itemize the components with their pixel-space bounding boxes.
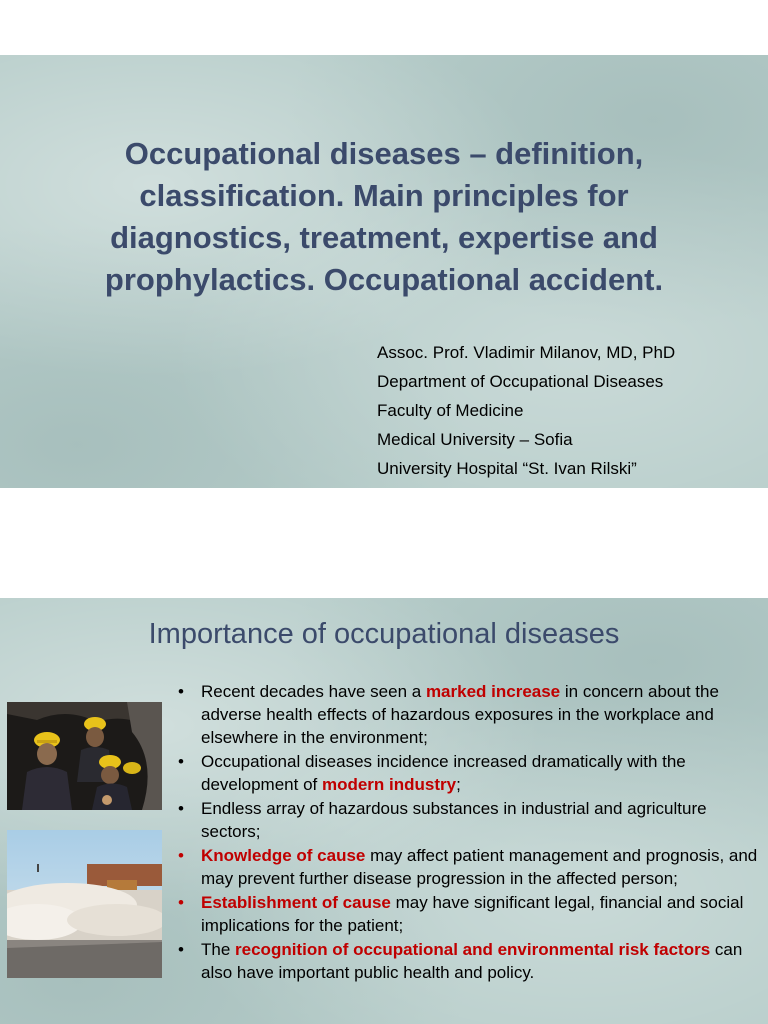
title-line: prophylactics. Occupational accident. — [104, 262, 664, 297]
bullet-dot: • — [178, 893, 184, 912]
hospital: University Hospital “St. Ivan Rilski” — [377, 459, 637, 478]
bullet-dot: • — [178, 682, 184, 701]
title-line: diagnostics, treatment, expertise and — [110, 220, 658, 255]
bullet-list — [178, 680, 758, 985]
bullet-highlight: Establishment of cause — [201, 893, 391, 912]
bullet-text: Endless array of hazardous substances in industrial and agriculture sectors; — [201, 799, 707, 841]
bullet-dot: • — [178, 752, 184, 771]
industrial-dust-photo — [7, 830, 162, 978]
list-item — [178, 680, 758, 749]
list-item — [178, 750, 758, 796]
author-info — [377, 338, 757, 483]
department: Department of Occupational Diseases — [377, 372, 664, 391]
bullet-text: may affect patient management and prognosis, and may prevent further disease progression in the affected person; — [201, 846, 758, 888]
bullet-text: may have significant legal, financial and social implications for the patient; — [201, 893, 744, 935]
bullet-text: The — [201, 940, 236, 959]
list-item — [178, 891, 758, 937]
importance-slide — [0, 598, 768, 1024]
bullet-text: Occupational diseases incidence increased dramatically with the development of — [201, 752, 686, 794]
bullet-text: Recent decades have seen a — [201, 682, 426, 701]
list-item — [178, 938, 758, 984]
title-line: classification. Main principles for — [139, 178, 629, 213]
slide-title: Importance of occupational diseases — [148, 618, 620, 650]
list-item — [178, 844, 758, 890]
faculty: Faculty of Medicine — [377, 401, 524, 420]
bullet-dot: • — [178, 940, 184, 959]
list-item — [178, 797, 758, 843]
bullet-text: in concern about the adverse health effects of hazardous exposures in the workplace and elsewhere in the environment; — [201, 682, 719, 747]
bullet-text: can also have important public health and policy. — [201, 940, 743, 982]
bullet-text: ; — [456, 775, 461, 794]
bullet-highlight: modern industry — [321, 775, 457, 794]
bullet-highlight: recognition of occupational and environmental risk factors — [235, 940, 711, 959]
bullet-highlight: marked increase — [425, 682, 561, 701]
bullet-dot: • — [178, 799, 184, 818]
bullet-highlight: Knowledge of cause — [201, 846, 366, 865]
presentation-title — [40, 133, 728, 301]
miners-photo — [7, 702, 162, 810]
bullet-dot: • — [178, 846, 184, 865]
title-line: Occupational diseases – definition, — [124, 136, 644, 171]
university: Medical University – Sofia — [377, 430, 573, 449]
title-slide — [0, 55, 768, 488]
author-name: Assoc. Prof. Vladimir Milanov, MD, PhD — [377, 343, 676, 362]
